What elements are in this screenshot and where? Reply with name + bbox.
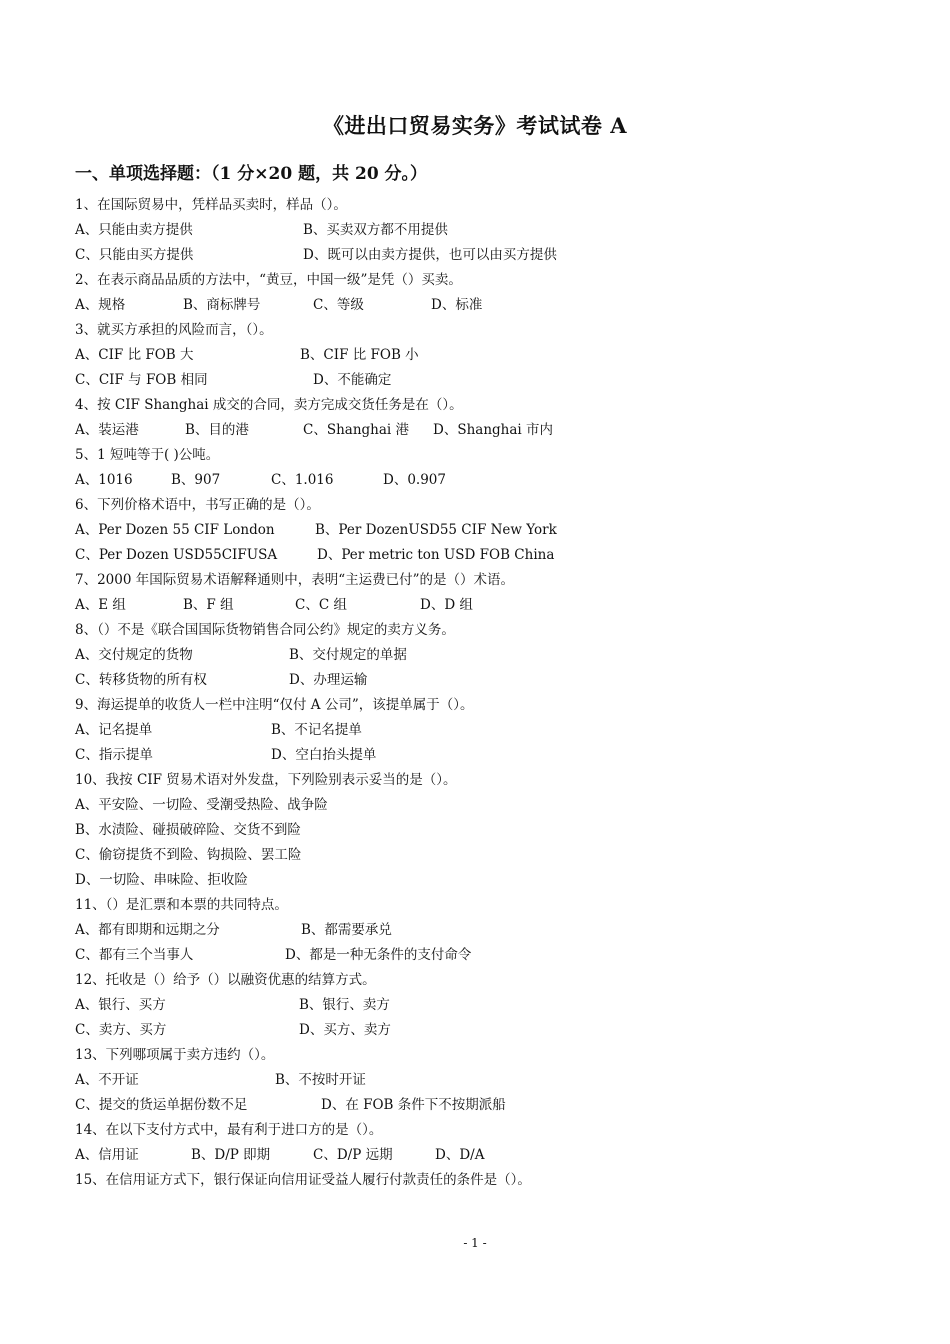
answer-option: D、既可以由卖方提供，也可以由买方提供 [303,247,557,263]
answer-option: C、偷窃提货不到险、钩损险、罢工险 [75,847,302,863]
option-row [75,1068,895,1093]
answer-option: C、都有三个当事人 [75,947,194,963]
question-stem: 10、我按 CIF 贸易术语对外发盘，下列险别表示妥当的是（）。 [75,772,457,788]
question-stem: 8、（）不是《联合国国际货物销售合同公约》规定的卖方义务。 [75,622,455,638]
answer-option: B、D/P 即期 [191,1147,271,1163]
question-stem: 13、下列哪项属于卖方违约（）。 [75,1047,275,1063]
question-stem: 9、海运提单的收货人一栏中注明“仅付 A 公司”，该提单属于（）。 [75,697,474,713]
answer-option: C、C 组 [295,597,347,613]
answer-option: A、平安险、一切险、受潮受热险、战争险 [75,797,328,813]
option-row [75,993,895,1018]
option-row [75,243,895,268]
section-heading: 一、单项选择题：（1 分×20 题，共 20 分。） [75,164,428,184]
question-stem: 5、1 短吨等于( )公吨。 [75,447,220,463]
question-stem: 7、2000 年国际贸易术语解释通则中，表明“主运费已付”的是（）术语。 [75,572,515,588]
option-row [75,818,895,843]
answer-option: B、907 [171,472,221,488]
answer-option: B、买卖双方都不用提供 [303,222,448,238]
answer-option: D、一切险、串味险、拒收险 [75,872,248,888]
answer-option: B、不记名提单 [271,722,362,738]
answer-option: D、空白抬头提单 [271,747,377,763]
answer-option: C、1.016 [271,472,334,488]
question-stem: 1、在国际贸易中，凭样品买卖时，样品（）。 [75,197,347,213]
option-row [75,343,895,368]
answer-option: C、提交的货运单据份数不足 [75,1097,248,1113]
answer-option: C、指示提单 [75,747,153,763]
option-row [75,1093,895,1118]
answer-option: A、记名提单 [75,722,153,738]
answer-option: B、Per DozenUSD55 CIF New York [315,522,557,538]
answer-option: B、银行、卖方 [299,997,390,1013]
answer-option: C、Shanghai 港 [303,422,410,438]
answer-option: C、卖方、买方 [75,1022,167,1038]
answer-option: B、不按时开证 [275,1072,366,1088]
option-row [75,543,895,568]
option-row [75,718,895,743]
option-row [75,918,895,943]
option-row [75,593,895,618]
question-list [75,193,895,1193]
answer-option: B、都需要承兑 [301,922,392,938]
answer-option: B、水渍险、碰损破碎险、交货不到险 [75,822,301,838]
option-row [75,293,895,318]
option-row [75,418,895,443]
answer-option: C、等级 [313,297,364,313]
option-row [75,518,895,543]
answer-option: B、交付规定的单据 [289,647,407,663]
option-row [75,468,895,493]
option-row [75,368,895,393]
answer-option: C、只能由买方提供 [75,247,194,263]
question-stem: 3、就买方承担的风险而言，（）。 [75,322,273,338]
question-stem: 6、下列价格术语中，书写正确的是（）。 [75,497,320,513]
answer-option: C、转移货物的所有权 [75,672,207,688]
question-stem: 4、按 CIF Shanghai 成交的合同，卖方完成交货任务是在（）。 [75,397,463,413]
question-stem: 12、托收是（）给予（）以融资优惠的结算方式。 [75,972,376,988]
answer-option: D、标准 [431,297,483,313]
answer-option: A、E 组 [75,597,126,613]
answer-option: A、CIF 比 FOB 大 [75,347,194,363]
answer-option: B、商标牌号 [183,297,261,313]
answer-option: A、都有即期和远期之分 [75,922,220,938]
answer-option: D、D 组 [420,597,473,613]
question-stem: 15、在信用证方式下，银行保证向信用证受益人履行付款责任的条件是（）。 [75,1172,531,1188]
answer-option: A、交付规定的货物 [75,647,193,663]
option-row [75,668,895,693]
exam-title: 《进出口贸易实务》考试试卷 A [322,113,628,138]
answer-option: B、F 组 [183,597,234,613]
option-row [75,218,895,243]
answer-option: C、CIF 与 FOB 相同 [75,372,208,388]
option-row [75,943,895,968]
answer-option: C、D/P 远期 [313,1147,393,1163]
answer-option: B、CIF 比 FOB 小 [300,347,419,363]
answer-option: B、目的港 [185,422,249,438]
answer-option: D、都是一种无条件的支付命令 [285,947,472,963]
option-row [75,1018,895,1043]
answer-option: A、Per Dozen 55 CIF London [75,522,275,538]
answer-option: A、银行、买方 [75,997,166,1013]
page-number: - 1 - [463,1236,487,1250]
option-row [75,793,895,818]
answer-option: A、只能由卖方提供 [75,222,193,238]
option-row [75,1143,895,1168]
answer-option: A、装运港 [75,422,139,438]
answer-option: D、不能确定 [313,372,392,388]
answer-option: A、不开证 [75,1072,139,1088]
answer-option: C、Per Dozen USD55CIFUSA [75,547,278,563]
answer-option: D、在 FOB 条件下不按期派船 [321,1097,506,1113]
option-row [75,868,895,893]
answer-option: D、0.907 [383,472,446,488]
question-stem: 2、在表示商品品质的方法中，“黄豆，中国一级”是凭（）买卖。 [75,272,462,288]
option-row [75,743,895,768]
answer-option: A、信用证 [75,1147,139,1163]
answer-option: D、买方、卖方 [299,1022,391,1038]
answer-option: D、D/A [435,1147,485,1163]
answer-option: D、Shanghai 市内 [433,422,554,438]
question-stem: 11、（）是汇票和本票的共同特点。 [75,897,288,913]
question-stem: 14、在以下支付方式中，最有利于进口方的是（）。 [75,1122,383,1138]
option-row [75,643,895,668]
option-row [75,843,895,868]
answer-option: D、Per metric ton USD FOB China [317,547,555,563]
answer-option: A、规格 [75,297,126,313]
answer-option: D、办理运输 [289,672,368,688]
answer-option: A、1016 [75,472,133,488]
